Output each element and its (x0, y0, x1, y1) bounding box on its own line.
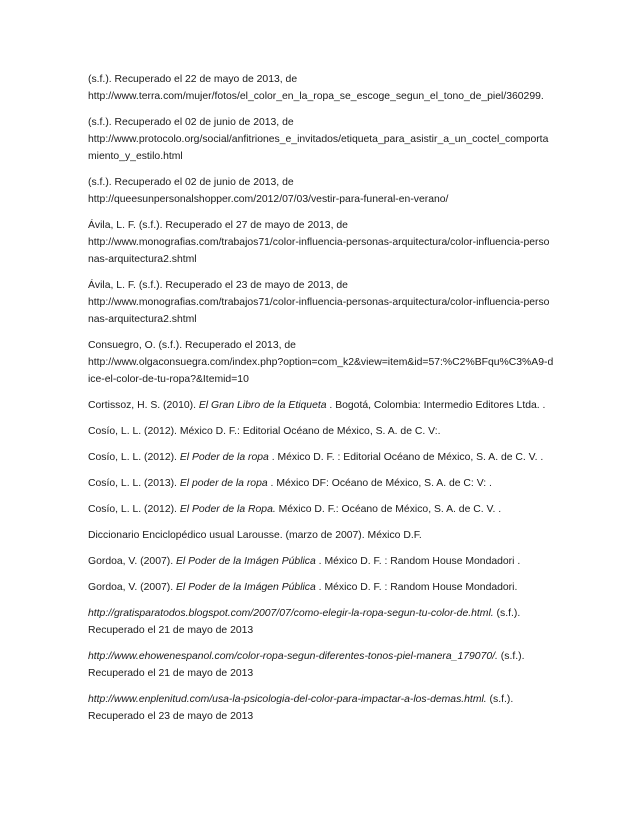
reference-url: http://www.olgaconsuegra.com/index.php?option=com_k2&view=item&id=57:%C2%BFqu%C3%A9-dice-el-color-de-tu-ropa?&Itemid=10 (88, 357, 554, 385)
reference-entry (88, 337, 554, 388)
reference-entry (88, 691, 554, 725)
reference-entry (88, 553, 554, 570)
reference-url-title: http://www.ehowenespanol.com/color-ropa-segun-diferentes-tonos-piel-manera_179070/. (88, 651, 498, 662)
reference-entry (88, 114, 554, 165)
reference-entry (88, 579, 554, 596)
reference-retrieved: (s.f.). Recuperado el 21 de mayo de 2013 (88, 608, 521, 636)
reference-publisher: . México DF: Océano de México, S. A. de C: V: . (267, 478, 492, 489)
reference-line: (s.f.). Recuperado el 02 de junio de 2013, de (88, 117, 294, 128)
reference-title: El Poder de la Imágen Pública (176, 556, 316, 567)
reference-entry (88, 277, 554, 328)
reference-author: Gordoa, V. (2007). (88, 556, 176, 567)
reference-publisher: . México D. F. : Random House Mondadori . (315, 556, 521, 567)
reference-url: http://www.monografias.com/trabajos71/color-influencia-personas-arquitectura/color-influencia-personas-arquitectura2.shtml (88, 237, 550, 265)
reference-entry (88, 501, 554, 518)
reference-title: El Gran Libro de la Etiqueta (198, 400, 327, 411)
reference-publisher: . México D. F. : Random House Mondadori. (315, 582, 518, 593)
reference-url-title: http://www.enplenitud.com/usa-la-psicologia-del-color-para-impactar-a-los-demas.html. (88, 694, 487, 705)
reference-author: Diccionario Enciclopédico usual Larousse. (marzo de 2007). México D.F. (88, 530, 422, 541)
reference-line: (s.f.). Recuperado el 22 de mayo de 2013, de (88, 74, 298, 85)
reference-entry (88, 648, 554, 682)
bibliography-list (88, 71, 554, 734)
reference-author: Cosío, L. L. (2012). México D. F.: Editorial Océano de México, S. A. de C. V:. (88, 426, 441, 437)
reference-title: El poder de la ropa (179, 478, 268, 489)
reference-retrieved: (s.f.). Recuperado el 21 de mayo de 2013 (88, 651, 525, 679)
reference-line: Consuegro, O. (s.f.). Recuperado el 2013, de (88, 340, 296, 351)
reference-publisher: . Bogotá, Colombia: Intermedio Editores Ltda. . (326, 400, 546, 411)
reference-title: El Poder de la Ropa. (179, 504, 276, 515)
reference-url: http://www.monografias.com/trabajos71/color-influencia-personas-arquitectura/color-influencia-personas-arquitectura2.shtml (88, 297, 550, 325)
reference-line: Ávila, L. F. (s.f.). Recuperado el 27 de mayo de 2013, de (88, 220, 348, 231)
reference-entry (88, 605, 554, 639)
reference-entry (88, 423, 554, 440)
reference-entry (88, 449, 554, 466)
reference-entry (88, 217, 554, 268)
reference-entry (88, 174, 554, 208)
reference-author: Cosío, L. L. (2013). (88, 478, 180, 489)
reference-author: Cosío, L. L. (2012). (88, 452, 180, 463)
reference-entry (88, 397, 554, 414)
reference-title: El Poder de la ropa (179, 452, 269, 463)
reference-line: Ávila, L. F. (s.f.). Recuperado el 23 de mayo de 2013, de (88, 280, 348, 291)
reference-publisher: . México D. F. : Editorial Océano de México, S. A. de C. V. . (268, 452, 544, 463)
reference-publisher: México D. F.: Océano de México, S. A. de C. V. . (275, 504, 502, 515)
reference-url: http://www.protocolo.org/social/anfitriones_e_invitados/etiqueta_para_asistir_a_un_coctel_comportamiento_y_estilo.html (88, 134, 549, 162)
reference-author: Cortissoz, H. S. (2010). (88, 400, 199, 411)
reference-author: Cosío, L. L. (2012). (88, 504, 180, 515)
reference-entry (88, 71, 554, 105)
reference-url: http://www.terra.com/mujer/fotos/el_color_en_la_ropa_se_escoge_segun_el_tono_de_piel/360299. (88, 91, 544, 102)
reference-entry (88, 475, 554, 492)
reference-title: El Poder de la Imágen Pública (176, 582, 316, 593)
reference-url-title: http://gratisparatodos.blogspot.com/2007/07/como-elegir-la-ropa-segun-tu-color-de.html. (88, 608, 494, 619)
reference-entry (88, 527, 554, 544)
reference-line: (s.f.). Recuperado el 02 de junio de 2013, de (88, 177, 294, 188)
reference-retrieved: (s.f.). Recuperado el 23 de mayo de 2013 (88, 694, 514, 722)
reference-url: http://queesunpersonalshopper.com/2012/07/03/vestir-para-funeral-en-verano/ (88, 194, 449, 205)
reference-author: Gordoa, V. (2007). (88, 582, 176, 593)
